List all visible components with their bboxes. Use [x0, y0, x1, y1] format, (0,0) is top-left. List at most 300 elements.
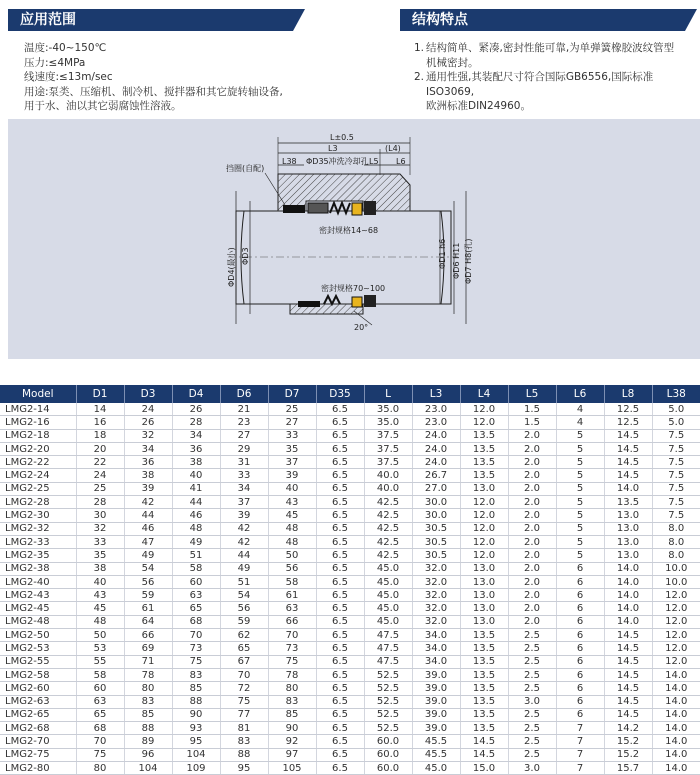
value-cell: 5 — [556, 482, 604, 495]
value-cell: 67 — [220, 655, 268, 668]
value-cell: 42.5 — [364, 535, 412, 548]
value-cell: 6 — [556, 642, 604, 655]
value-cell: 14.0 — [604, 602, 652, 615]
value-cell: 2.0 — [508, 509, 556, 522]
dim-D4: ΦD4(最小) — [227, 247, 236, 287]
seal-drawing-svg — [8, 119, 700, 359]
model-cell: LMG2-68 — [0, 722, 76, 735]
value-cell: 85 — [268, 708, 316, 721]
value-cell: 58 — [172, 562, 220, 575]
value-cell: 10.0 — [652, 562, 700, 575]
value-cell: 14.0 — [652, 682, 700, 695]
value-cell: 36 — [124, 456, 172, 469]
app-line-usage: 用途:泵类、压缩机、制冷机、搅拌器和其它旋转轴设备, — [24, 85, 283, 98]
value-cell: 90 — [268, 722, 316, 735]
value-cell: 2.0 — [508, 535, 556, 548]
value-cell: 6.5 — [316, 522, 364, 535]
value-cell: 40 — [76, 575, 124, 588]
table-row — [0, 735, 700, 748]
value-cell: 13.5 — [460, 695, 508, 708]
value-cell: 6 — [556, 589, 604, 602]
value-cell: 58 — [268, 575, 316, 588]
value-cell: 14.0 — [604, 562, 652, 575]
value-cell: 12.0 — [460, 509, 508, 522]
value-cell: 5.0 — [652, 416, 700, 429]
value-cell: 16 — [76, 416, 124, 429]
value-cell: 6 — [556, 615, 604, 628]
value-cell: 35.0 — [364, 416, 412, 429]
dim-D6: ΦD6 H11 — [452, 242, 461, 279]
value-cell: 30 — [76, 509, 124, 522]
value-cell: 23.0 — [412, 403, 460, 416]
features-text — [414, 41, 700, 114]
table-row — [0, 456, 700, 469]
value-cell: 58 — [76, 668, 124, 681]
value-cell: 24.0 — [412, 456, 460, 469]
value-cell: 60.0 — [364, 762, 412, 775]
value-cell: 14.5 — [604, 668, 652, 681]
value-cell: 43 — [76, 589, 124, 602]
dim-angle: 20° — [354, 323, 369, 332]
value-cell: 14.5 — [604, 429, 652, 442]
value-cell: 26.7 — [412, 469, 460, 482]
value-cell: 13.5 — [604, 496, 652, 509]
model-cell: LMG2-22 — [0, 456, 76, 469]
model-cell: LMG2-75 — [0, 748, 76, 761]
feature-item: 1. 结构简单、紧凑,密封性能可靠,为单弹簧橡胶波纹管型 机械密封。 — [414, 42, 675, 69]
model-cell: LMG2-58 — [0, 668, 76, 681]
application-header — [8, 9, 293, 31]
value-cell: 23.0 — [412, 416, 460, 429]
value-cell: 75 — [268, 655, 316, 668]
value-cell: 6 — [556, 575, 604, 588]
value-cell: 60 — [76, 682, 124, 695]
value-cell: 32.0 — [412, 602, 460, 615]
value-cell: 7.5 — [652, 469, 700, 482]
value-cell: 6 — [556, 708, 604, 721]
value-cell: 60.0 — [364, 748, 412, 761]
value-cell: 37 — [220, 496, 268, 509]
value-cell: 34.0 — [412, 655, 460, 668]
dim-D35: ΦD35冲洗冷却孔 — [306, 157, 369, 166]
features-title: 结构特点 — [412, 12, 468, 28]
value-cell: 71 — [124, 655, 172, 668]
value-cell: 59 — [124, 589, 172, 602]
value-cell: 52.5 — [364, 722, 412, 735]
table-row — [0, 615, 700, 628]
model-cell: LMG2-16 — [0, 416, 76, 429]
model-cell: LMG2-28 — [0, 496, 76, 509]
value-cell: 40 — [268, 482, 316, 495]
value-cell: 81 — [220, 722, 268, 735]
value-cell: 14.5 — [604, 695, 652, 708]
dim-L6: L6 — [396, 157, 406, 166]
value-cell: 2.5 — [508, 748, 556, 761]
value-cell: 1.5 — [508, 416, 556, 429]
value-cell: 8.0 — [652, 522, 700, 535]
value-cell: 48 — [268, 535, 316, 548]
value-cell: 61 — [268, 589, 316, 602]
value-cell: 14.5 — [604, 456, 652, 469]
value-cell: 14.2 — [604, 722, 652, 735]
value-cell: 70 — [76, 735, 124, 748]
value-cell: 36 — [172, 442, 220, 455]
value-cell: 38 — [76, 562, 124, 575]
col-L38: L38 — [652, 385, 700, 403]
value-cell: 60 — [172, 575, 220, 588]
value-cell: 40.0 — [364, 482, 412, 495]
value-cell: 13.5 — [460, 682, 508, 695]
value-cell: 32 — [76, 522, 124, 535]
value-cell: 2.0 — [508, 615, 556, 628]
value-cell: 2.0 — [508, 522, 556, 535]
value-cell: 39.0 — [412, 722, 460, 735]
dim-L3: L3 — [328, 144, 338, 153]
col-D3: D3 — [124, 385, 172, 403]
value-cell: 47.5 — [364, 655, 412, 668]
table-row — [0, 416, 700, 429]
value-cell: 27 — [268, 416, 316, 429]
app-line-pressure: 压力:≤4MPa — [24, 56, 86, 69]
value-cell: 26 — [124, 416, 172, 429]
value-cell: 14.5 — [604, 682, 652, 695]
value-cell: 70 — [268, 629, 316, 642]
model-cell: LMG2-48 — [0, 615, 76, 628]
label-ring: 挡圈(自配) — [226, 164, 265, 173]
col-D7: D7 — [268, 385, 316, 403]
value-cell: 65 — [172, 602, 220, 615]
value-cell: 46 — [172, 509, 220, 522]
value-cell: 2.5 — [508, 655, 556, 668]
value-cell: 4 — [556, 416, 604, 429]
value-cell: 48 — [172, 522, 220, 535]
value-cell: 6.5 — [316, 682, 364, 695]
model-cell: LMG2-40 — [0, 575, 76, 588]
application-title: 应用范围 — [20, 12, 76, 28]
table-body — [0, 403, 700, 775]
value-cell: 52.5 — [364, 708, 412, 721]
value-cell: 39 — [268, 469, 316, 482]
value-cell: 7.5 — [652, 482, 700, 495]
value-cell: 46 — [124, 522, 172, 535]
value-cell: 27 — [220, 429, 268, 442]
value-cell: 88 — [124, 722, 172, 735]
value-cell: 25 — [76, 482, 124, 495]
table-row — [0, 642, 700, 655]
value-cell: 6.5 — [316, 482, 364, 495]
value-cell: 54 — [124, 562, 172, 575]
value-cell: 33 — [268, 429, 316, 442]
value-cell: 56 — [124, 575, 172, 588]
value-cell: 14.5 — [604, 642, 652, 655]
value-cell: 1.5 — [508, 403, 556, 416]
value-cell: 73 — [172, 642, 220, 655]
value-cell: 5 — [556, 496, 604, 509]
value-cell: 13.5 — [460, 456, 508, 469]
value-cell: 2.5 — [508, 668, 556, 681]
value-cell: 15.2 — [604, 748, 652, 761]
model-cell: LMG2-20 — [0, 442, 76, 455]
value-cell: 32.0 — [412, 589, 460, 602]
value-cell: 6.5 — [316, 762, 364, 775]
value-cell: 2.0 — [508, 469, 556, 482]
value-cell: 6.5 — [316, 722, 364, 735]
value-cell: 29 — [220, 442, 268, 455]
value-cell: 2.0 — [508, 429, 556, 442]
value-cell: 28 — [172, 416, 220, 429]
value-cell: 13.5 — [460, 722, 508, 735]
value-cell: 45.0 — [364, 575, 412, 588]
value-cell: 2.0 — [508, 549, 556, 562]
value-cell: 6.5 — [316, 469, 364, 482]
model-cell: LMG2-33 — [0, 535, 76, 548]
value-cell: 38 — [172, 456, 220, 469]
value-cell: 43 — [268, 496, 316, 509]
value-cell: 21 — [220, 403, 268, 416]
value-cell: 73 — [268, 642, 316, 655]
value-cell: 42 — [220, 535, 268, 548]
model-cell: LMG2-60 — [0, 682, 76, 695]
value-cell: 63 — [268, 602, 316, 615]
value-cell: 6.5 — [316, 735, 364, 748]
value-cell: 83 — [124, 695, 172, 708]
value-cell: 30.5 — [412, 549, 460, 562]
table-row — [0, 655, 700, 668]
value-cell: 49 — [172, 535, 220, 548]
value-cell: 34 — [220, 482, 268, 495]
table-row — [0, 403, 700, 416]
value-cell: 68 — [172, 615, 220, 628]
value-cell: 37 — [268, 456, 316, 469]
table-row — [0, 722, 700, 735]
value-cell: 45.0 — [364, 615, 412, 628]
value-cell: 2.5 — [508, 682, 556, 695]
value-cell: 5 — [556, 549, 604, 562]
table-row — [0, 589, 700, 602]
value-cell: 37.5 — [364, 442, 412, 455]
dim-L38: L38 — [282, 157, 297, 166]
value-cell: 55 — [76, 655, 124, 668]
value-cell: 2.5 — [508, 708, 556, 721]
value-cell: 44 — [124, 509, 172, 522]
value-cell: 62 — [220, 629, 268, 642]
value-cell: 45.0 — [364, 562, 412, 575]
value-cell: 7 — [556, 722, 604, 735]
value-cell: 95 — [220, 762, 268, 775]
value-cell: 88 — [172, 695, 220, 708]
value-cell: 65 — [76, 708, 124, 721]
value-cell: 6.5 — [316, 535, 364, 548]
value-cell: 24 — [76, 469, 124, 482]
value-cell: 27.0 — [412, 482, 460, 495]
value-cell: 35.0 — [364, 403, 412, 416]
value-cell: 42.5 — [364, 522, 412, 535]
value-cell: 75 — [220, 695, 268, 708]
value-cell: 47 — [124, 535, 172, 548]
value-cell: 25 — [268, 403, 316, 416]
value-cell: 14.0 — [652, 668, 700, 681]
col-L6: L6 — [556, 385, 604, 403]
table-row — [0, 748, 700, 761]
value-cell: 12.0 — [652, 655, 700, 668]
value-cell: 6.5 — [316, 589, 364, 602]
value-cell: 39.0 — [412, 708, 460, 721]
value-cell: 12.0 — [460, 416, 508, 429]
value-cell: 35 — [76, 549, 124, 562]
value-cell: 12.0 — [652, 589, 700, 602]
value-cell: 6.5 — [316, 615, 364, 628]
model-cell: LMG2-30 — [0, 509, 76, 522]
col-D35: D35 — [316, 385, 364, 403]
value-cell: 13.0 — [460, 602, 508, 615]
value-cell: 14.0 — [652, 735, 700, 748]
model-cell: LMG2-14 — [0, 403, 76, 416]
value-cell: 14.5 — [604, 442, 652, 455]
value-cell: 13.5 — [460, 655, 508, 668]
value-cell: 6.5 — [316, 442, 364, 455]
value-cell: 45.0 — [364, 602, 412, 615]
value-cell: 66 — [268, 615, 316, 628]
value-cell: 14.0 — [604, 482, 652, 495]
value-cell: 13.5 — [460, 668, 508, 681]
value-cell: 2.0 — [508, 442, 556, 455]
model-cell: LMG2-24 — [0, 469, 76, 482]
value-cell: 64 — [124, 615, 172, 628]
value-cell: 14.5 — [604, 708, 652, 721]
value-cell: 24 — [124, 403, 172, 416]
table-row — [0, 602, 700, 615]
value-cell: 6 — [556, 629, 604, 642]
value-cell: 13.5 — [460, 442, 508, 455]
value-cell: 72 — [220, 682, 268, 695]
value-cell: 5 — [556, 509, 604, 522]
col-L8: L8 — [604, 385, 652, 403]
value-cell: 49 — [124, 549, 172, 562]
value-cell: 35 — [268, 442, 316, 455]
value-cell: 42 — [220, 522, 268, 535]
value-cell: 39 — [220, 509, 268, 522]
col-D1: D1 — [76, 385, 124, 403]
value-cell: 54 — [220, 589, 268, 602]
value-cell: 7.5 — [652, 509, 700, 522]
spec-table — [0, 385, 700, 775]
col-D4: D4 — [172, 385, 220, 403]
value-cell: 14.0 — [652, 722, 700, 735]
value-cell: 28 — [76, 496, 124, 509]
value-cell: 6.5 — [316, 416, 364, 429]
value-cell: 34.0 — [412, 629, 460, 642]
label-size-small: 密封规格14~68 — [319, 226, 379, 235]
value-cell: 40.0 — [364, 469, 412, 482]
dim-L5: L5 — [369, 157, 379, 166]
value-cell: 2.0 — [508, 482, 556, 495]
dim-D7: ΦD7 H8(孔) — [464, 238, 473, 284]
value-cell: 5 — [556, 469, 604, 482]
value-cell: 60.0 — [364, 735, 412, 748]
value-cell: 83 — [268, 695, 316, 708]
value-cell: 12.0 — [460, 535, 508, 548]
value-cell: 37.5 — [364, 429, 412, 442]
value-cell: 32.0 — [412, 575, 460, 588]
value-cell: 78 — [268, 668, 316, 681]
value-cell: 52.5 — [364, 695, 412, 708]
app-line-speed: 线速度:≤13m/sec — [24, 71, 113, 83]
value-cell: 47.5 — [364, 642, 412, 655]
value-cell: 7 — [556, 748, 604, 761]
label-size-large: 密封规格70~100 — [321, 284, 386, 293]
table-row — [0, 549, 700, 562]
table-row — [0, 682, 700, 695]
value-cell: 14.0 — [604, 615, 652, 628]
model-cell: LMG2-55 — [0, 655, 76, 668]
value-cell: 39.0 — [412, 668, 460, 681]
value-cell: 22 — [76, 456, 124, 469]
value-cell: 97 — [268, 748, 316, 761]
seal-sleeve-upper — [283, 205, 305, 213]
value-cell: 12.0 — [460, 403, 508, 416]
value-cell: 45.0 — [412, 762, 460, 775]
value-cell: 6.5 — [316, 549, 364, 562]
value-cell: 34 — [172, 429, 220, 442]
value-cell: 48 — [76, 615, 124, 628]
value-cell: 4 — [556, 403, 604, 416]
model-cell: LMG2-25 — [0, 482, 76, 495]
value-cell: 5 — [556, 456, 604, 469]
value-cell: 12.0 — [460, 496, 508, 509]
value-cell: 32 — [124, 429, 172, 442]
model-cell: LMG2-80 — [0, 762, 76, 775]
value-cell: 75 — [76, 748, 124, 761]
value-cell: 83 — [172, 668, 220, 681]
value-cell: 80 — [124, 682, 172, 695]
value-cell: 38 — [124, 469, 172, 482]
value-cell: 6.5 — [316, 403, 364, 416]
value-cell: 2.5 — [508, 722, 556, 735]
table-row — [0, 482, 700, 495]
value-cell: 15.0 — [460, 762, 508, 775]
value-cell: 6 — [556, 682, 604, 695]
value-cell: 41 — [172, 482, 220, 495]
table-row — [0, 762, 700, 775]
value-cell: 12.0 — [652, 642, 700, 655]
table-header-row — [0, 385, 700, 403]
value-cell: 53 — [76, 642, 124, 655]
value-cell: 12.0 — [652, 629, 700, 642]
value-cell: 12.0 — [460, 549, 508, 562]
value-cell: 2.0 — [508, 562, 556, 575]
value-cell: 56 — [220, 602, 268, 615]
value-cell: 15.2 — [604, 735, 652, 748]
model-cell: LMG2-53 — [0, 642, 76, 655]
value-cell: 2.5 — [508, 642, 556, 655]
value-cell: 26 — [172, 403, 220, 416]
model-cell: LMG2-63 — [0, 695, 76, 708]
value-cell: 52.5 — [364, 668, 412, 681]
value-cell: 6.5 — [316, 655, 364, 668]
value-cell: 48 — [268, 522, 316, 535]
value-cell: 2.0 — [508, 456, 556, 469]
value-cell: 51 — [220, 575, 268, 588]
value-cell: 92 — [268, 735, 316, 748]
dim-D3: ΦD3 — [241, 247, 250, 265]
table-row — [0, 695, 700, 708]
table-row — [0, 429, 700, 442]
value-cell: 109 — [172, 762, 220, 775]
face-ring-lower — [352, 297, 362, 307]
value-cell: 42.5 — [364, 496, 412, 509]
value-cell: 13.0 — [460, 482, 508, 495]
dim-L4: (L4) — [385, 144, 401, 153]
